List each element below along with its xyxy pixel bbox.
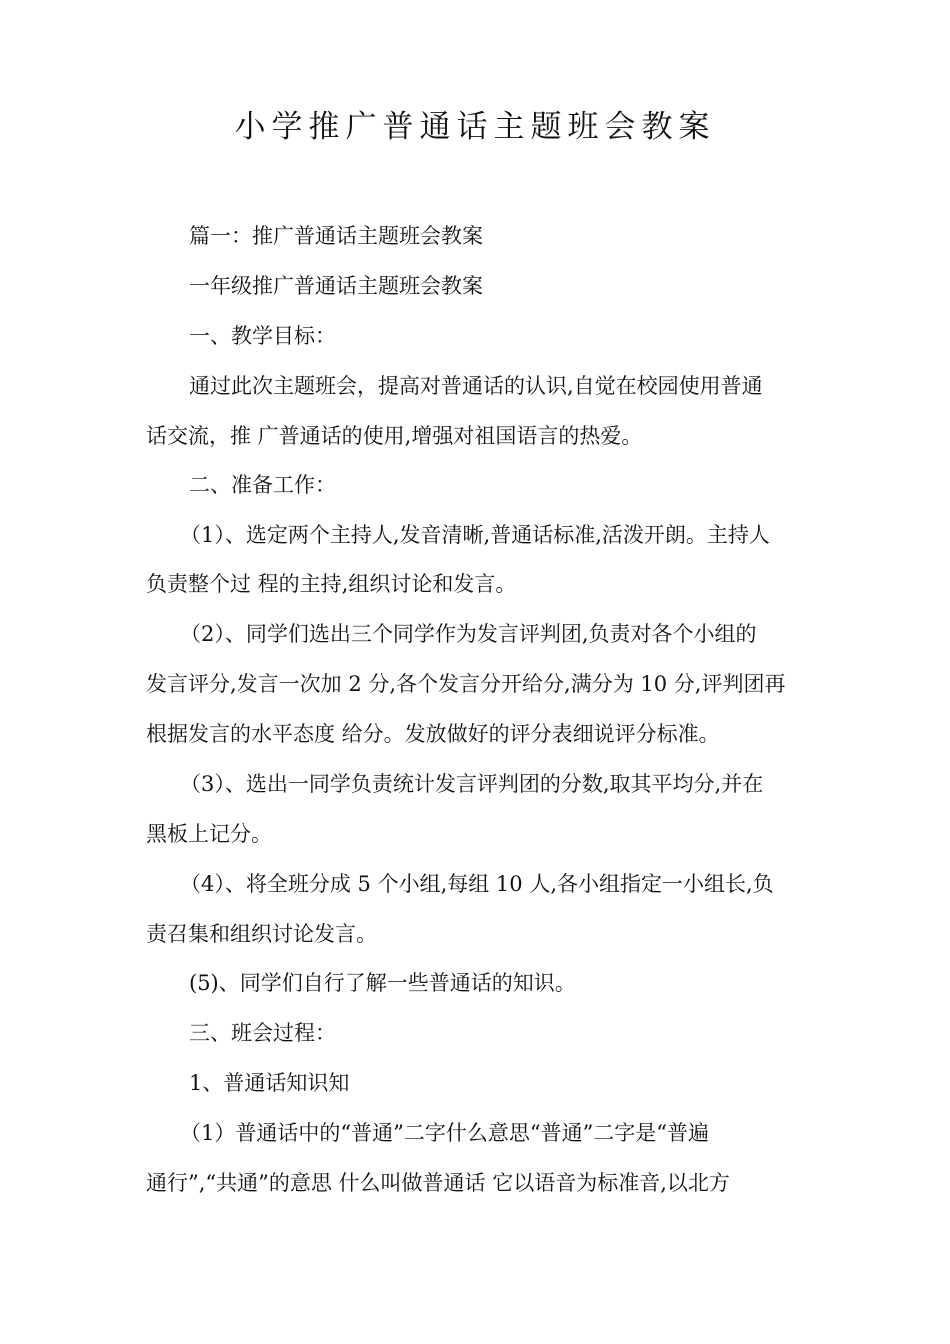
text-line: （1）普通话中的“普通”二字什么意思“普通”二字是“普遍 [180,1121,710,1145]
text-line: (5)、同学们自行了解一些普通话的知识。 [189,971,576,995]
text-line: （3）、选出一同学负责统计发言评判团的分数,取其平均分,并在 [180,772,764,796]
text-line: （2）、同学们选出三个同学作为发言评判团,负责对各个小组的 [180,622,757,646]
text-line: 发言评分,发言一次加 2 分,各个发言分开给分,满分为 10 分,评判团再 [146,672,786,696]
text-line: 责召集和组织讨论发言。 [146,922,377,946]
text-line: 二、准备工作： [189,473,336,497]
text-line: 1、普通话知识知 [189,1071,350,1095]
text-line: 根据发言的水平态度 给分。发放做好的评分表细说评分标准。 [146,722,720,746]
text-line: （4）、将全班分成 5 个小组,每组 10 人,各小组指定一小组长,负 [180,872,774,896]
text-line: 篇一：推广普通话主题班会教案 [189,224,483,248]
text-line: 话交流，推 广普通话的使用,增强对祖国语言的热爱。 [146,424,643,448]
text-line: 通行”,“共通”的意思 什么叫做普通话 它以语音为标准音,以北方 [146,1171,730,1195]
text-line: 负责整个过 程的主持,组织讨论和发言。 [146,572,517,596]
text-line: 一、教学目标： [189,324,336,348]
text-line: 通过此次主题班会，提高对普通话的认识,自觉在校园使用普通 [189,374,763,398]
text-line: 一年级推广普通话主题班会教案 [189,274,483,298]
document-title: 小学推广普通话主题班会教案 [234,109,716,145]
text-line: 三、班会过程： [189,1021,336,1045]
text-line: 黑板上记分。 [146,822,272,846]
text-line: （1）、选定两个主持人,发音清晰,普通话标准,活泼开朗。主持人 [180,523,770,547]
